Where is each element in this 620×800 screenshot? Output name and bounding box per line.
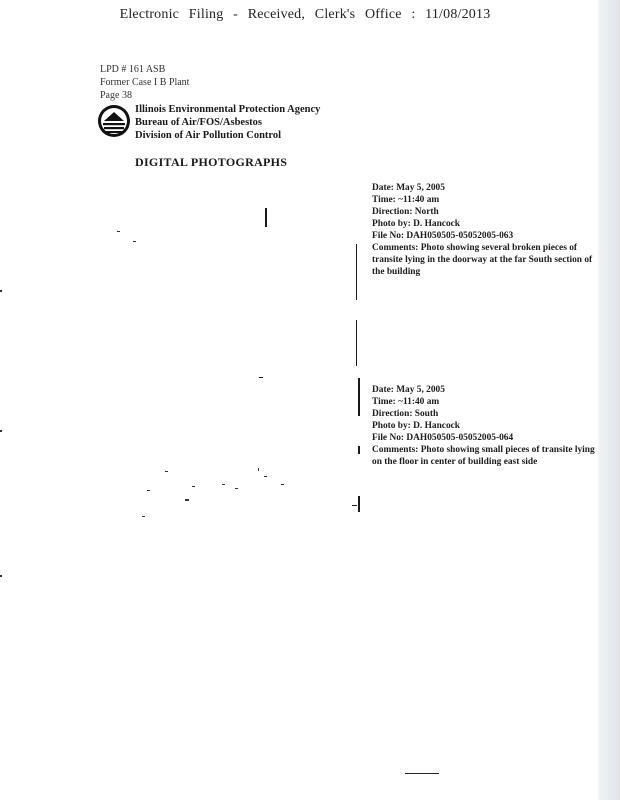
photo-file-no: File No: DAH050505-05052005-064 [372, 433, 514, 443]
photo-time: Time: ~11:40 am [372, 195, 440, 205]
scan-mark [265, 208, 267, 227]
scan-speck [0, 430, 2, 432]
iepa-seal-icon [97, 104, 131, 138]
scan-speck [258, 468, 259, 471]
agency-bureau: Bureau of Air/FOS/Asbestos [135, 117, 262, 128]
scan-speck [281, 484, 284, 485]
photo-by: Photo by: D. Hancock [372, 219, 461, 229]
scan-speck [133, 241, 136, 242]
agency-name: Illinois Environmental Protection Agency [135, 104, 321, 115]
photo-info-1 [372, 182, 604, 278]
scan-mark [356, 320, 357, 366]
photo-direction: Direction: South [372, 409, 439, 419]
filing-stamp: Electronic Filing - Received, Clerk's Office : 11/08/2013 [119, 7, 491, 22]
photo-comments: Comments: Photo showing several broken pieces of transite lying in the doorway at the far South section of the building [372, 243, 593, 277]
photo-comments: Comments: Photo showing small pieces of transite lying on the floor in center of building east side [372, 445, 595, 467]
scan-speck [147, 490, 150, 491]
photo-date: Date: May 5, 2005 [372, 183, 445, 193]
scan-speck [142, 516, 145, 517]
photo-by: Photo by: D. Hancock [372, 421, 461, 431]
scan-speck [0, 575, 2, 577]
reference-line-page: Page 38 [100, 90, 132, 101]
scan-mark [356, 244, 357, 300]
scan-speck [264, 476, 267, 477]
agency-block [135, 103, 320, 142]
scan-speck [0, 290, 2, 292]
footer-rule [405, 773, 439, 774]
reference-line-site: Former Case I B Plant [100, 77, 190, 88]
scan-mark [358, 378, 360, 416]
scan-speck [117, 231, 120, 232]
reference-block [100, 63, 189, 102]
scan-speck [235, 488, 238, 489]
photo-date: Date: May 5, 2005 [372, 385, 445, 395]
photo-file-no: File No: DAH050505-05052005-063 [372, 231, 514, 241]
scan-speck [222, 484, 225, 485]
reference-line-id: LPD # 161 ASB [100, 64, 166, 75]
scan-mark [259, 377, 263, 378]
page-title: DIGITAL PHOTOGRAPHS [135, 155, 288, 169]
photo-info-2 [372, 384, 604, 468]
scan-mark [352, 505, 357, 506]
scan-speck [192, 486, 195, 487]
scan-speck [185, 499, 189, 501]
agency-division: Division of Air Pollution Control [135, 130, 282, 141]
photo-direction: Direction: North [372, 207, 439, 217]
photo-time: Time: ~11:40 am [372, 397, 440, 407]
scan-mark [358, 446, 360, 454]
scan-mark [358, 496, 360, 512]
scan-speck [165, 471, 168, 472]
